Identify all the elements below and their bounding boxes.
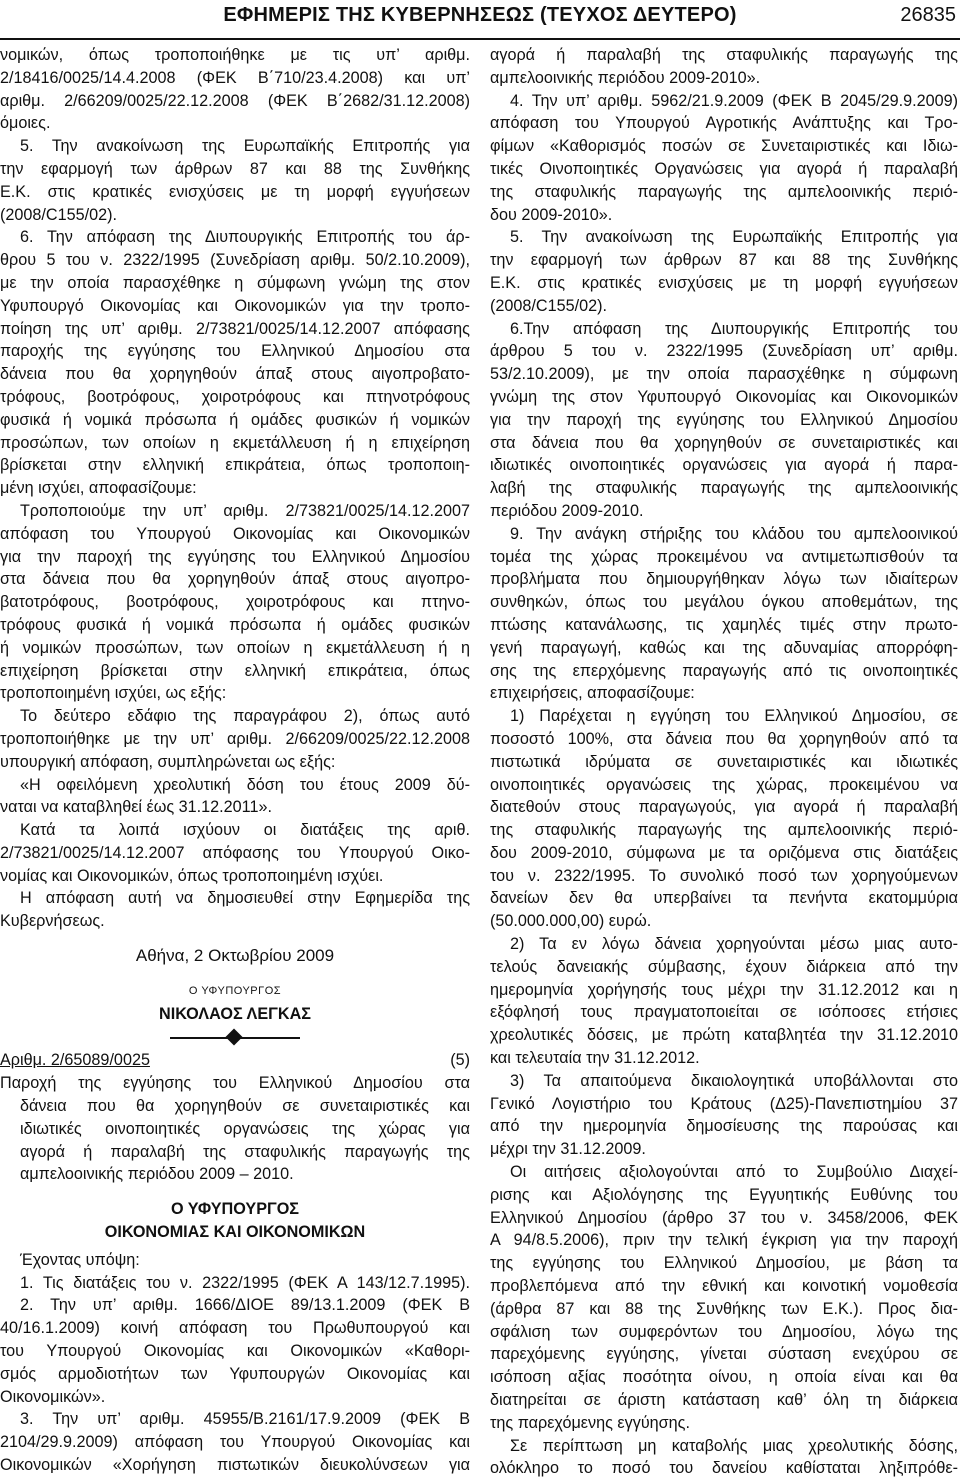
text-line: Η απόφαση αυτή να δημοσιευθεί στην Εφημερίδα της bbox=[20, 889, 470, 908]
place-date: Αθήνα, 2 Οκτωβρίου 2009 bbox=[135, 946, 335, 966]
text-line: γενή παραγωγή, καθώς και της αδυναμίας απορρόφη- bbox=[490, 638, 958, 657]
text-line: δου 2009-2010, σύμφωνα με τα οριζόμενα στις διατάξεις bbox=[490, 843, 958, 862]
text-line: (2008/C155/02). bbox=[0, 205, 117, 224]
text-line: ρισης και Αξιολόγησης της Εγγυητικής Ευθύνης του bbox=[490, 1185, 958, 1204]
decision-title-line: αμπελοοινικής περιόδου 2009 – 2010. bbox=[20, 1165, 294, 1184]
text-line: παρεχόμενης εγγύησης, γίνεται σύσταση ενεχύρου σε bbox=[490, 1345, 958, 1364]
text-line: Το δεύτερο εδάφιο της παραγράφου 2), όπως αυτό bbox=[20, 707, 470, 726]
text-line: πιστωτικά ιδρύματα σε συνεταιριστικές και ιδιωτικές bbox=[490, 752, 958, 771]
text-line: Οι αιτήσεις αξιολογούνται από το Συμβούλιο Διαχεί- bbox=[510, 1163, 958, 1182]
text-line: δου 2009-2010». bbox=[490, 205, 613, 224]
left-column bbox=[0, 44, 470, 1477]
text-line: ή νομικών προσώπων, των οποίων η εκμετάλλευση ή η bbox=[0, 638, 470, 657]
text-line: από την ημερομηνία δημοσίευσης της παρούσας και bbox=[490, 1117, 958, 1136]
text-line: και τελευταία την 31.12.2012. bbox=[490, 1049, 700, 1068]
text-line: αγορά ή παραλαβή της σταφυλικής παραγωγής της bbox=[490, 46, 958, 64]
text-line: του Υπουργού Οικονομίας και Οικονομικών «Καθορι- bbox=[0, 1342, 470, 1361]
text-line: 5. Την ανακοίνωση της Ευρωπαϊκής Επιτροπής για bbox=[20, 137, 470, 156]
text-line: 5. Την ανακοίνωση της Ευρωπαϊκής Επιτροπής για bbox=[510, 228, 958, 247]
text-line: δανείων δεν θα υπερβαίνει τα πενήντα εκατομμύρια bbox=[490, 889, 958, 908]
text-line: Ε.Κ. στις κρατικές ενισχύσεις με τη μορφή εγγυήσεων bbox=[0, 182, 470, 201]
journal-title: ΕΦΗΜΕΡΙΣ ΤΗΣ ΚΥΒΕΡΝΗΣΕΩΣ (ΤΕΥΧΟΣ ΔΕΥΤΕΡΟ) bbox=[223, 4, 737, 26]
text-line: 3. Την υπ’ αριθμ. 45955/Β.2161/17.9.2009 (ΦΕΚ Β bbox=[20, 1410, 470, 1429]
text-line: ολόκληρο το ποσό του δανείου καθίσταται ληξιπρόθε- bbox=[490, 1459, 958, 1478]
text-line: της σταφυλικής παραγωγής της αμπελοοινικής περιό- bbox=[490, 821, 958, 840]
text-line: οινοποιητικές οργανώσεις της χώρας, προκειμένου να bbox=[490, 775, 958, 794]
text-line: φίμων «Καθορισμός ποσών σε Συνεταιριστικές και Ιδιω- bbox=[490, 137, 958, 156]
text-line: αμπελοοινικής περιόδου 2009-2010». bbox=[490, 68, 761, 87]
text-line: σμός αρμοδιοτήτων των Υφυπουργών Οικονομίας και bbox=[0, 1364, 470, 1383]
text-line: στα δάνεια που θα χορηγηθούν σε συνεταιριστικές και bbox=[490, 433, 958, 452]
text-line: προσώπων, των οποίων η εκμετάλλευση ή η επιχείρηση bbox=[0, 433, 470, 452]
text-line: παροχής της εγγύησης του Ελληνικού Δημοσίου στα bbox=[0, 342, 470, 361]
text-line: εξόφλησή τους πραγματοποιείται σε ισόποσες ετήσιες bbox=[490, 1003, 958, 1022]
text-line: του ν. 2322/1995. Το συνολικό ποσό των χορηγούμενων bbox=[490, 866, 958, 885]
text-line: ημερομηνία χορήγησής τους μέχρι την 31.12.2012 και η bbox=[490, 980, 958, 999]
decision-header bbox=[0, 1049, 470, 1072]
text-line: (άρθρα 87 και 88 της Συνθήκης των Ε.Κ.). Προς δια- bbox=[490, 1299, 958, 1318]
text-line: ποίηση της υπ’ αριθμ. 2/73821/0025/14.12.2007 απόφασης bbox=[0, 319, 470, 338]
text-line: βρίσκεται στην ελληνική επικράτεια, όπως τροποποιη- bbox=[0, 456, 470, 475]
right-column bbox=[490, 44, 958, 1480]
text-line: διατηρείται σε άριστη κατάσταση καθ’ όλη τη διάρκεια bbox=[490, 1391, 958, 1410]
text-line: θρου 5 του ν. 2322/1995 (Συνεδρίαση αριθμ. 50/2.10.2009), bbox=[0, 251, 470, 270]
text-line: της παρεχόμενης εγγύησης. bbox=[490, 1413, 690, 1432]
page-header bbox=[0, 0, 960, 40]
text-line: προβλεπόμενα από την εθνική και κοινοτική νομοθεσία bbox=[490, 1277, 958, 1296]
page-number: 26835 bbox=[900, 4, 956, 26]
text-line: τομέα της χώρας προκειμένου να αντιμετωπισθούν τα bbox=[490, 547, 958, 566]
text-line: Κυβερνήσεως. bbox=[0, 912, 105, 931]
text-line: 2/18416/0025/14.4.2008 (ΦΕΚ Β΄710/23.4.2008) και υπ’ bbox=[0, 68, 470, 87]
text-line: 2. Την υπ’ αριθμ. 1666/ΔΙΟΕ 89/13.1.2009 (ΦΕΚ Β bbox=[20, 1296, 470, 1315]
text-line: μέχρι την 31.12.2009. bbox=[490, 1140, 646, 1159]
text-line: επιχείρηση βρίσκεται στην ελληνική επικράτεια, όπως bbox=[0, 661, 470, 680]
text-line: τρόφους, βοοτρόφους, χοιροτρόφους και πτηνοτρόφους bbox=[0, 387, 470, 406]
text-line: «Η οφειλόμενη χρεολυτική δόση του έτους 2009 δύ- bbox=[20, 775, 470, 794]
text-line: 1. Τις διατάξεις του ν. 2322/1995 (ΦΕΚ Α 143/12.7.1995). bbox=[20, 1273, 470, 1292]
text-line: Τροποποιούμε την υπ’ αριθμ. 2/73821/0025/14.12.2007 bbox=[20, 501, 470, 520]
text-line: 9. Την ανάγκη στήριξης του κλάδου του αμπελοοινικού bbox=[510, 524, 958, 543]
text-line: τικές Οινοποιητικές Οργανώσεις για αγορά ή παραλαβή bbox=[490, 159, 958, 178]
text-line: ποσοστό 100%, στα δάνεια που θα χορηγηθούν από τα bbox=[490, 729, 958, 748]
text-line: ιδιωτικές οινοποιητικές οργανώσεις για αγορά ή παρα- bbox=[490, 456, 958, 475]
text-line: Α 94/8.5.2006), πριν την τελική έγκριση για την παροχή bbox=[490, 1231, 958, 1250]
text-line: για την παροχή της εγγύησης του Ελληνικού Δημοσίου bbox=[0, 547, 470, 566]
text-line: για την παροχή της εγγύησης του Ελληνικού Δημοσίου bbox=[490, 410, 958, 429]
text-line: δάνεια που θα χορηγηθούν άπαξ στους αιγοπροβατο- bbox=[0, 365, 470, 384]
text-line: απόφαση του Υπουργού Οικονομίας και Οικονομικών bbox=[0, 524, 470, 543]
text-line: της σταφυλικής παραγωγής της αμπελοοινικής περιό- bbox=[490, 182, 958, 201]
text-line: 53/2.10.2009), με την οποία παρασχέθηκε η σύμφωνη bbox=[490, 365, 958, 384]
text-line: ναται να καταβληθεί έως 31.12.2011». bbox=[0, 798, 272, 817]
decision-title-line: δάνεια που θα χορηγηθούν σε συνεταιριστικές και bbox=[20, 1097, 470, 1116]
text-line: λαβή της σταφυλικής παραγωγής της αμπελοοινικής bbox=[490, 479, 958, 498]
text-line: Ελληνικού Δημοσίου (άρθρο 37 του ν. 3458/2006, ΦΕΚ bbox=[490, 1208, 958, 1227]
minister-heading: Ο ΥΦΥΠΟΥΡΓΟΣ bbox=[170, 1200, 300, 1219]
text-line: άρθρου 5 του ν. 2322/1995 (Συνεδρίαση υπ’ αριθμ. bbox=[490, 342, 958, 361]
text-line: Κατά τα λοιπά ισχύουν οι διατάξεις της αριθ. bbox=[20, 821, 470, 840]
text-line: όμοιες. bbox=[0, 114, 51, 133]
text-line: (2008/C155/02). bbox=[490, 296, 607, 315]
text-line: 40/16.1.2009) κοινή απόφαση του Πρωθυπουργού και bbox=[0, 1319, 470, 1338]
text-line: Γενικό Λογιστήριο του Κράτους (Δ25)-Πανεπιστημίου 37 bbox=[490, 1094, 958, 1113]
text-line: Υφυπουργό Οικονομίας και Οικονομικών για την τροπο- bbox=[0, 296, 470, 315]
text-line: 2) Τα εν λόγω δάνεια χορηγούνται μέσω μιας αυτο- bbox=[510, 935, 958, 954]
decision-title-line: Παροχή της εγγύησης του Ελληνικού Δημοσίου στα bbox=[0, 1074, 470, 1093]
text-line: στα δάνεια που θα χορηγηθούν άπαξ στους αιγοπρο- bbox=[0, 570, 470, 589]
text-line: Ε.Κ. στις κρατικές ενισχύσεις με τη μορφή εγγυήσεων bbox=[490, 273, 958, 292]
text-line: επιχειρήσεις, αποφασίζουμε: bbox=[490, 684, 695, 703]
text-line: 4. Την υπ’ αριθμ. 5962/21.9.2009 (ΦΕΚ Β 2045/29.9.2009) bbox=[510, 91, 958, 110]
text-line: της εγγύησης του Ελληνικού Δημοσίου, με βάση τα bbox=[490, 1254, 958, 1273]
text-line: γνώμη της στον Υφυπουργό Οικονομίας και Οικονομικών bbox=[490, 387, 958, 406]
text-line: 1) Παρέχεται η εγγύηση του Ελληνικού Δημοσίου, σε bbox=[510, 707, 958, 726]
text-line: 6. Την απόφαση της Διυπουργικής Επιτροπής του άρ- bbox=[20, 228, 470, 247]
text-line: 2/73821/0025/14.12.2007 απόφασης του Υπουργού Οικο- bbox=[0, 843, 470, 862]
text-line: 3) Τα απαιτούμενα δικαιολογητικά υποβάλλονται στο bbox=[510, 1071, 958, 1090]
text-line: σφάλιση των συμφερόντων του Δημοσίου, λόγω της bbox=[490, 1322, 958, 1341]
text-line: τροποποιημένη ισχύει, ως εξής: bbox=[0, 684, 227, 703]
text-line: συνθηκών, όπως του μεγάλου όγκου αποθεμάτων, της bbox=[490, 593, 958, 612]
having-regard: Έχοντας υπόψη: bbox=[20, 1250, 140, 1269]
text-line: (50.000.000,00) ευρώ. bbox=[490, 912, 652, 931]
signatory-role: Ο ΥΦΥΠΟΥΡΓΟΣ bbox=[188, 984, 282, 997]
decision-sequence: (5) bbox=[450, 1051, 470, 1070]
text-line: νομίας και Οικονομικών, όπως τροποποιημένη ισχύει. bbox=[0, 866, 384, 885]
text-line: προβλήματα που δημιουργήθηκαν λόγω των ιδιαίτερων bbox=[490, 570, 958, 589]
text-line: μένη ισχύει, αποφασίζουμε: bbox=[0, 479, 197, 498]
text-line: υπουργική απόφαση, συμπληρώνεται ως εξής: bbox=[0, 752, 336, 771]
decision-title-line: ιδιωτικές οινοποιητικές οργανώσεις της χώρας για bbox=[20, 1119, 470, 1138]
text-line: αριθμ. 2/66209/0025/22.12.2008 (ΦΕΚ Β΄2682/31.12.2008) bbox=[0, 91, 470, 110]
decision-title-line: αγορά ή παραλαβή της σταφυλικής παραγωγής της bbox=[20, 1142, 470, 1161]
text-line: Σε περίπτωση μη καταβολής μιας χρεολυτικής δόσης, bbox=[510, 1436, 958, 1455]
text-line: βατοτρόφους, βοοτρόφους, χοιροτρόφους και πτηνο- bbox=[0, 593, 470, 612]
section-divider bbox=[170, 1027, 300, 1049]
diamond-ornament-icon bbox=[226, 1029, 243, 1046]
text-line: σης της επερχόμενης παραγωγής από τις οινοποιητικές bbox=[490, 661, 958, 680]
text-line: Οικονομικών «Χορήγηση πιστωτικών διευκολύνσεων για bbox=[0, 1456, 470, 1475]
text-line: την εφαρμογή των άρθρων 87 και 88 της Συνθήκης bbox=[0, 159, 470, 178]
decision-number: Αριθμ. 2/65089/0025 bbox=[0, 1051, 150, 1070]
text-line: απόφαση του Υπουργού Αγροτικής Ανάπτυξης και Τρο- bbox=[490, 114, 958, 133]
text-line: τροποποιήθηκε με την υπ’ αριθμ. 2/66209/0025/22.12.2008 bbox=[0, 729, 470, 748]
text-line: νομικών, όπως τροποποιήθηκε με τις υπ’ αριθμ. bbox=[0, 46, 470, 64]
text-line: 6.Την απόφαση της Διυπουργικής Επιτροπής του bbox=[510, 319, 958, 338]
text-line: διατεθούν στους παραγωγούς, για αγορά ή παραλαβή bbox=[490, 798, 958, 817]
text-line: φυσικά ή νομικά πρόσωπα ή ομάδες φυσικών ή νομικών bbox=[0, 410, 470, 429]
text-line: πτώσης κατανάλωσης, τις χαμηλές τιμές στην πρωτο- bbox=[490, 615, 958, 634]
text-line: χρεολυτικές δόσεις, με πρώτη καταβλητέα την 31.12.2010 bbox=[490, 1026, 958, 1045]
ministry-heading: ΟΙΚΟΝΟΜΙΑΣ ΚΑΙ ΟΙΚΟΝΟΜΙΚΩΝ bbox=[104, 1223, 366, 1242]
text-line: περιόδου 2009-2010. bbox=[490, 501, 644, 520]
text-line: την εφαρμογή των άρθρων 87 και 88 της Συνθήκης bbox=[490, 251, 958, 270]
text-line: τρόφους φυσικά ή νομικά πρόσωπα ή ομάδες φυσικών bbox=[0, 615, 470, 634]
text-line: 2104/29.9.2009) απόφαση του Υπουργού Οικονομίας και bbox=[0, 1433, 470, 1452]
text-line: Οικονομικών». bbox=[0, 1387, 106, 1406]
text-line: με την οποία παρασχέθηκε η σύμφωνη γνώμη της στον bbox=[0, 273, 470, 292]
signatory-name: ΝΙΚΟΛΑΟΣ ΛΕΓΚΑΣ bbox=[159, 1004, 311, 1023]
text-line: τελούς δανειακής σύμβασης, έχουν διάρκεια από την bbox=[490, 957, 958, 976]
text-line: ισόποση αξίας ποσότητα οίνου, η οποία είναι και θα bbox=[490, 1368, 958, 1387]
